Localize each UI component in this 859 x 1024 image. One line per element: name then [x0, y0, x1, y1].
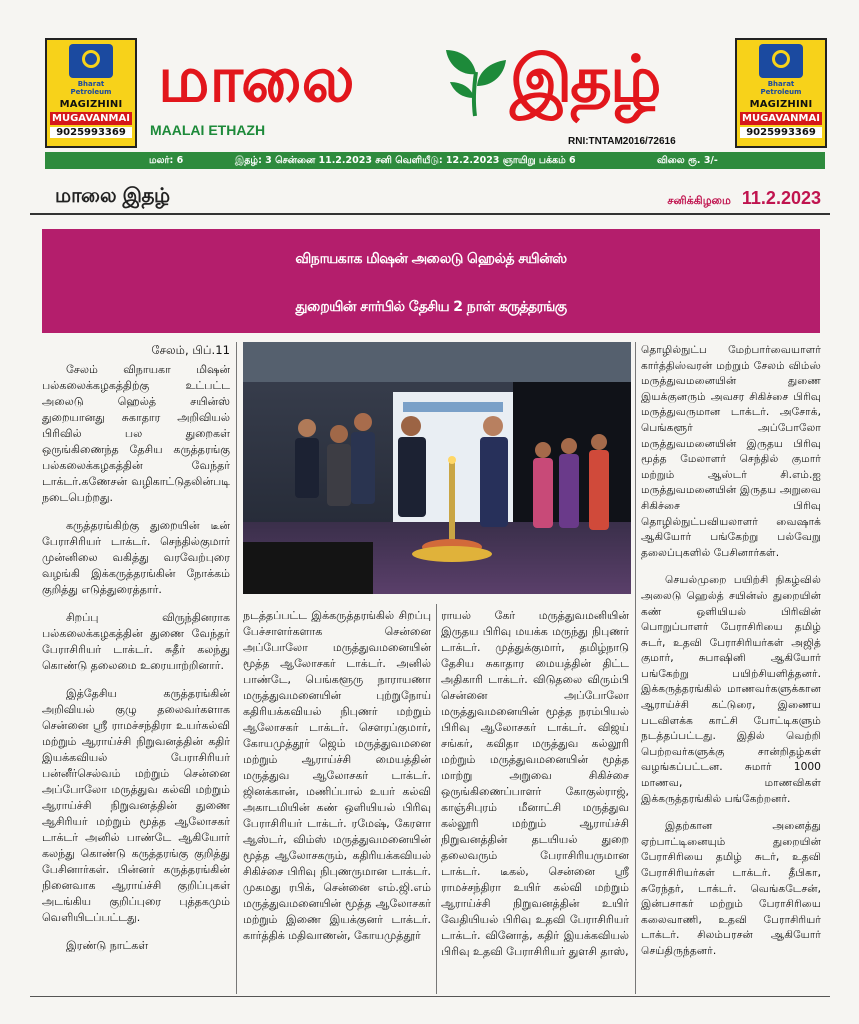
bharat-petroleum-logo-icon: [759, 44, 803, 78]
ad-brand-line1: Bharat: [77, 80, 105, 88]
ad-brand: [47, 80, 135, 96]
event-photo: [243, 342, 631, 594]
paragraph: சிறப்பு விருந்தினராக பல்கலைக்கழகத்தின் துணை வேந்தர் பேராசிரியர் டாக்டர். சுதீர் கலந்து கொண்டு தலைமை உரையாற்றினார்.: [42, 611, 230, 672]
paragraph: சேலம் விநாயகா மிஷன் பல்கலைக்கழகத்திற்கு உட்பட்ட அலைடு ஹெல்த் சயின்ஸ் துறையானது சுகாதார அறிவியல் பிரிவில் பல துறைகள் ஒருங்கிணைந்த தேசிய கருத்தரங்கு பல்கலைக்கழகத்தின் வேந்தர் டாக்டர்.கணேசன் வழிகாட்டுதலின்படி நடைபெற்றது.: [42, 363, 230, 504]
issue-volume: மலர்: 6: [149, 155, 184, 166]
issue-details: இதழ்: 3 சென்னை 11.2.2023 சனி வெளியீடு: 12.2.2023 ஞாயிறு பக்கம் 6: [235, 155, 576, 166]
ad-line1: MAGIZHINI: [59, 99, 123, 110]
ad-brand-line2: Petroleum: [70, 88, 112, 96]
page-header-logo: [55, 183, 215, 207]
article-column-3: [441, 608, 629, 972]
paragraph: ராயல் கேர் மருத்துவமனியின் இருதய பிரிவு மயக்க மருந்து நிபுணர் டாக்டர். முத்துக்குமார், தமிழ்நாடு தேசிய சுகாதார மையத்தின் திட்ட அதிகாரி டாக்டர். விடுதலை விரும்பி சென்னை அப்போலோ மருத்துவமனையின் மூத்த நரம்பியல் பிரிவு ஆலோசகர் டாக்டர். விஜய் சங்கர், கவிதா மருத்துவ கல்லூரி மற்றும் மருத்துவமனையின் மூத்த மாற்று அறுவை சிகிச்சை ஒருங்கிணைப்பாளர் கோகுல்ராஜ், காஞ்சிபுரம் மீனாட்சி மருத்துவ கல்லூரி மற்றும் ஆராய்ச்சி நிறுவனத்தின் தடயியல் துறை தலைவரும் பேராசிரியருமான டாக்டர். டீகல், சென்னை ஸ்ரீ ராமச்சந்திரா உயிர் கல்வி மற்றும் ஆராய்ச்சி நிறுவனத்தின் உயிர் வேதியியல் பிரிவு உதவி பேராசிரியர் டாக்டர். வினோத், கதிர் இயக்கவியல் பிரிவு உதவி பேராசிரியர் துளசி தாஸ்,: [441, 609, 629, 958]
paragraph: கருத்தரங்கிற்கு துறையின் டீன் பேராசிரியர் டாக்டர். செந்தில்குமார் முன்னிலை வகித்து வரவேற்புரை வழங்கி இக்கருத்தரங்கின் நோக்கம் குறித்து எடுத்துரைத்தார்.: [42, 519, 230, 596]
ad-phone: 9025993369: [50, 127, 132, 138]
logo-word-maalai: மாலை: [158, 43, 353, 117]
article-column-4: [641, 342, 821, 971]
paragraph: இரண்டு நாட்கள்: [66, 939, 149, 952]
article-headline: [42, 229, 820, 333]
footer-divider: [30, 996, 830, 997]
ad-brand: [737, 80, 825, 96]
rni-number: RNI:TNTAM2016/72616: [568, 136, 676, 147]
paragraph: தொழில்நுட்ப மேற்பார்வையாளர் கார்த்திஸ்வரன் மற்றும் சேலம் விம்ஸ் மருத்துவமனையின் துணை இயக்குனரும் அவசர சிகிச்சை பிரிவு மருத்துவருமான டாக்டர். அசோக், பெங்களூர் அப்போலோ மருத்துவமனையின் இருதய பிரிவு மூத்த மேலாளர் செந்தில் குமார் மற்றும் ஆஸ்டர் சி.எம்.ஐ மருத்துவமனையின் இருதய அறுவை சிகிச்சை பிரிவு தொழில்நுட்பவியலாளர் வைஷாக் ஆகியோர் பங்கேற்று பல்வேறு தலைப்புகளில் பேசினார்கள்.: [641, 343, 821, 559]
ad-phone: 9025993369: [740, 127, 822, 138]
masthead-english-name: MAALAI ETHAZH: [150, 122, 266, 138]
event-photo-icon: [243, 342, 631, 594]
issue-price: விலை ரூ. 3/-: [657, 155, 718, 166]
ad-line2: MUGAVANMAI: [50, 112, 132, 125]
page-header-logo-text: மாலை இதழ்: [55, 183, 170, 207]
column-divider: [635, 342, 636, 994]
article-column-1: [42, 342, 230, 966]
ad-brand-line1: Bharat: [767, 80, 795, 88]
headline-line1: விநாயகாக மிஷன் அலைடு ஹெல்த் சயின்ஸ்: [295, 251, 567, 267]
paragraph: இத்தேசிய கருத்தரங்கின் அறிவியல் குழு தலைவர்களாக சென்னை ஸ்ரீ ராமச்சந்திரா உயர்கல்வி மற்றும் ஆராய்ச்சி நிறுவனத்தின் கதிர் இயக்கவியல் பேராசிரியர் பன்னீர்செல்வம் மற்றும் சென்னை அப்போலோ மருத்துவ கல்வி மற்றும் ஆராய்ச்சி நிறுவனத்தின் துணை ஆசிரியர் மற்றும் மூத்த ஆலோசகர் டாக்டர் அனில் பாண்டே ஆகியோர் கலந்து கொண்டு கருத்தரங்கு குறித்து பேசினார்கள். பின்னர் கருத்தரங்கின் நினைவாக ஆராய்ச்சி குறிப்புகள் அடங்கிய குறிப்புரை புத்தகமும் வெளியிடப்பட்டது.: [42, 687, 230, 924]
paragraph: நடத்தப்பட்ட இக்கருத்தரங்கில் சிறப்பு பேச்சாளர்களாக சென்னை அப்போலோ மருத்துவமனையின் மூத்த ஆலோசகர் டாக்டர். அனில் பாண்டே, பெங்களூரு நாராயணா மருத்துவமனையின் புற்றுநோய் கதிரியக்கவியல் நிபுணர் மற்றும் ஆலோசகர் டாக்டர். சௌரப்குமார், கோயமுத்தூர் ஜெம் மருத்துவமனை மற்றும் ஆராய்ச்சி மையத்தின் மருத்துவ ஆலோசகர் டாக்டர். ஜினக்கான், மணிப்பால் உயர் கல்வி அகாடமியின் கண் ஒளியியல் பிரிவு பேராசிரியர் டாக்டர். ரமேஷ், கேரளா ஆஸ்டர், விம்ஸ் மருத்துவமனையின் மூத்த ஆலோசகரும், கதிரியக்கவியல் சிகிச்சை பிரிவு நிபுணருமான டாக்டர். முகமது ரபிக், சென்னை எம்.ஜி.எம் மருத்துவமனையின் மூத்த ஆலோசகர் மற்றும் இணை இயக்குனர் டாக்டர். கார்த்திக் மதிவாணன், கோயமுத்தூர்: [243, 609, 431, 942]
column-divider: [436, 604, 437, 994]
ad-line2: MUGAVANMAI: [740, 112, 822, 125]
column-divider: [236, 342, 237, 994]
article-dateline: சேலம், பிப்.11: [151, 343, 230, 357]
page-day: சனிக்கிழமை: [667, 194, 731, 207]
page-date-number: 11.2.2023: [741, 188, 821, 208]
leaf-icon: [440, 46, 510, 118]
advertisement-right: [735, 38, 827, 148]
ad-line1: MAGIZHINI: [749, 99, 813, 110]
paragraph: இதற்கான அனைத்து ஏற்பாட்டினையும் துறையின் பேராசிரியை தமிழ் சுடர், உதவி பேராசிரியர்கள் டாக்டர். தீபிகா, சுரேந்தர், டாக்டர். வெங்கடேசன், இன்பசாகர் மற்றும் பேராசிரியை கலைவாணி, உதவி பேராசிரியர் டாக்டர். சிலம்பரசன் ஆகியோர் செய்திருந்தனர்.: [641, 819, 821, 957]
paragraph: செயல்முறை பயிற்சி நிகழ்வில் அலைடு ஹெல்த் சயின்ஸ் துறையின் கண் ஒளியியல் பிரிவின் பொறுப்பாளர் பேராசிரியை தமிழ் சுடர், உதவி பேராசிரியர்கள் அஜித் குமார், சுபாஷினி ஆகியோர் பங்கேற்று பயிற்சியளித்தனர். இக்கருத்தரங்கில் மாணவர்களுக்கான ஆராய்ச்சி கட்டுரை, இணைய படவிளக்க காட்சி போட்டிகளும் நடத்தப்பட்டது. இதில் வெற்றி பெற்றவர்களுக்கு சான்றிதழ்கள் வழங்கப்பட்டன. சுமார் 1000 மாணவ, மாணவிகள் இக்கருத்தரங்கில் பங்கேற்றனர்.: [641, 573, 821, 805]
masthead-logo: [150, 40, 730, 120]
bharat-petroleum-logo-icon: [69, 44, 113, 78]
logo-word-ithazh: இதழ்: [510, 43, 660, 117]
issue-info-bar: [45, 152, 825, 169]
advertisement-left: [45, 38, 137, 148]
headline-line2: துறையின் சார்பில் தேசிய 2 நாள் கருத்தரங்கு: [295, 299, 567, 315]
page-date: [667, 188, 821, 209]
ad-brand-line2: Petroleum: [760, 88, 802, 96]
article-column-2: [243, 608, 431, 956]
header-divider: [30, 213, 830, 215]
